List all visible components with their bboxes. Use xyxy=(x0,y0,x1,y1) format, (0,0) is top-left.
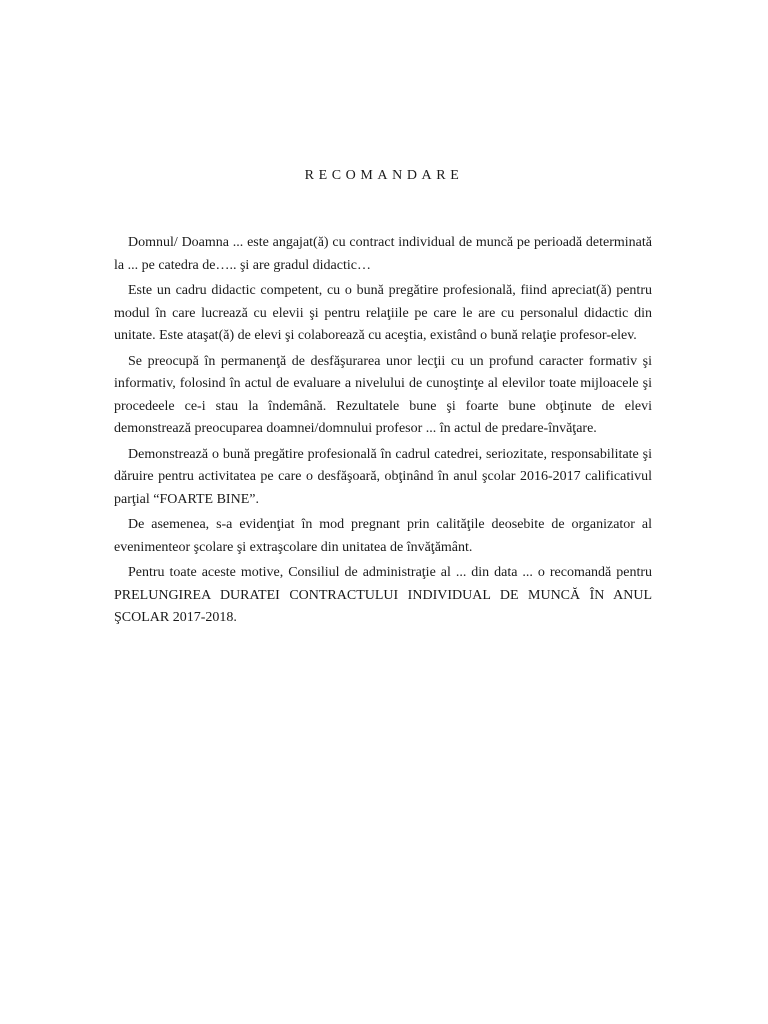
paragraph-recommendation: Pentru toate aceste motive, Consiliul de administraţie al ... din data ... o recomandă pentru PRELUNGIREA DURATEI CONTRACTULUI INDIVIDUAL DE MUNCĂ ÎN ANUL ŞCOLAR 2017-2018. xyxy=(114,565,652,625)
document-title: RECOMANDARE xyxy=(304,168,464,183)
document-body xyxy=(114,232,652,633)
paragraph-competence: Este un cadru didactic competent, cu o bună pregătire profesională, fiind apreciat(ă) pentru modul în care lucrează cu elevii şi pentru relaţiile pe care le are cu personalul didactic din unitate. Este ataşat(ă) de elevi şi colaborează cu aceştia, existând o bună relaţie profesor-elev. xyxy=(114,283,652,343)
paragraph-events: De asemenea, s-a evidenţiat în mod pregnant prin calităţile deosebite de organizator al evenimenteor şcolare şi extraşcolare din unitatea de învăţământ. xyxy=(114,517,652,555)
paragraph-employment: Domnul/ Doamna ... este angajat(ă) cu contract individual de muncă pe perioadă determinată la ... pe catedra de….. şi are gradul didactic… xyxy=(114,235,652,273)
paragraph-teaching: Se preocupă în permanenţă de desfăşurarea unor lecţii cu un profund caracter formativ şi informativ, folosind în actul de evaluare a nivelului de cunoştinţe al elevilor toate mijloacele şi procedeele ce-i stau la îndemână. Rezultatele bune şi foarte bune obţinute de elevi demonstrează preocuparea doamnei/domnului profesor ... în actul de predare-învăţare. xyxy=(114,353,652,436)
paragraph-qualification: Demonstrează o bună pregătire profesională în cadrul catedrei, seriozitate, responsabilitate şi dăruire pentru activitatea pe care o desfăşoară, obţinând în anul şcolar 2016-2017 calificativul parţial “FOARTE BINE”. xyxy=(114,446,652,507)
